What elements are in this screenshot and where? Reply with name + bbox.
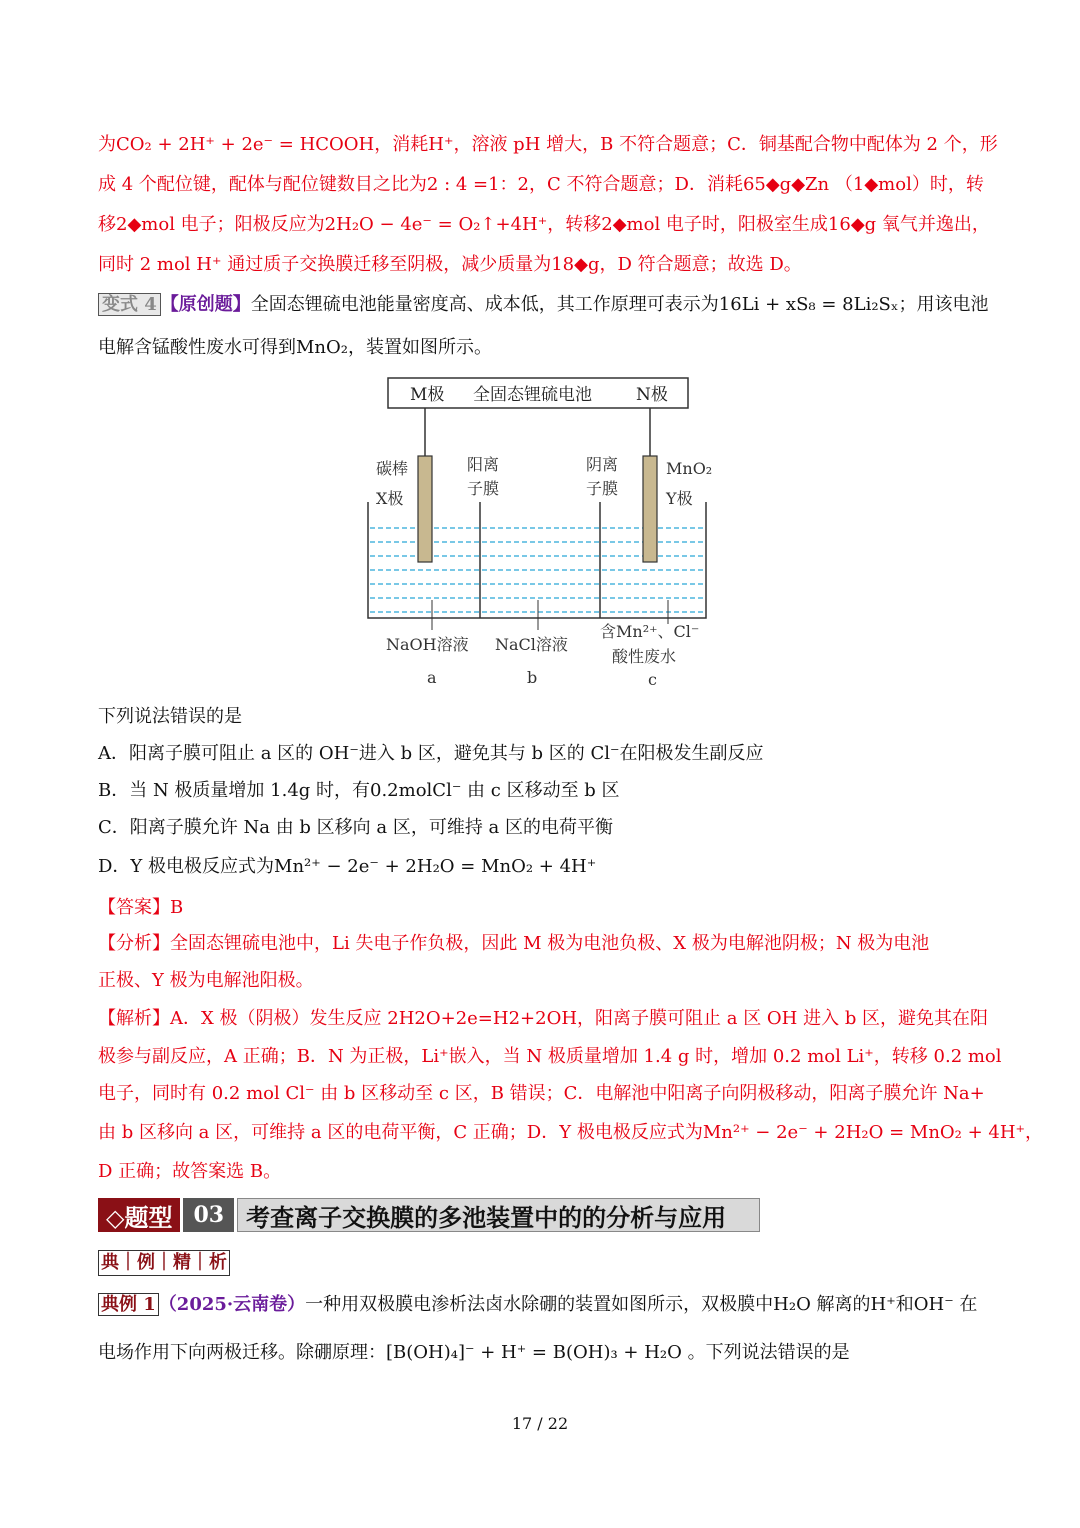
battery-m-label: M极: [410, 385, 445, 405]
example-source: （2025·云南卷）: [158, 1294, 306, 1315]
option-a: A．阳离子膜可阻止 a 区的 OH⁻进入 b 区，避免其与 b 区的 Cl⁻在阳极发生副反应: [98, 743, 764, 764]
explanation-line-4: 由 b 区移向 a 区，可维持 a 区的电荷平衡，C 正确；D．Y 极电极反应式为Mn²⁺ − 2e⁻ + 2H₂O = MnO₂ + 4H⁺，: [98, 1122, 1044, 1143]
solution-c-label-1: 含Mn²⁺、Cl⁻: [600, 622, 700, 641]
y-electrode-label-1: MnO₂: [666, 459, 713, 478]
section-header: [98, 1198, 760, 1232]
cation-membrane-label-2: 子膜: [467, 479, 500, 498]
x-electrode-label-1: 碳棒: [376, 459, 409, 478]
solution-c-label-2: 酸性废水: [612, 647, 677, 666]
analysis-line-2: 正极、Y 极为电解池阳极。: [98, 970, 314, 991]
page-number: 17 / 22: [511, 1414, 569, 1433]
battery-title: 全固态锂硫电池: [473, 385, 592, 405]
question-stem: 下列说法错误的是: [98, 706, 242, 727]
original-question-label: 【原创题】: [160, 294, 251, 315]
solution-line-3: 移2◆mol 电子；阳极反应为2H₂O − 4e⁻ = O₂↑+4H⁺，转移2◆mol 电子时，阳极室生成16◆g 氧气并逸出，: [98, 214, 990, 235]
x-electrode: [418, 456, 432, 562]
example-tag: 典例 1: [98, 1293, 159, 1316]
solution-line-4: 同时 2 mol H⁺ 通过质子交换膜迁移至阴极，减少质量为18◆g，D 符合题意；故选 D。: [98, 254, 802, 275]
electrolysis-diagram: [350, 372, 730, 696]
example-text-1: 一种用双极膜电渗析法卤水除硼的装置如图所示，双极膜中H₂O 解离的H⁺和OH⁻ 在: [305, 1294, 978, 1315]
y-electrode: [643, 456, 657, 562]
subheading: 典｜例｜精｜析: [98, 1250, 230, 1276]
cation-membrane-label-1: 阳离: [467, 455, 500, 474]
explanation-line-3: 电子，同时有 0.2 mol Cl⁻ 由 b 区移动至 c 区，B 错误；C．电解池中阳离子向阴极移动，阳离子膜允许 Na+: [98, 1083, 985, 1104]
explanation-line-1: 【解析】A．X 极（阴极）发生反应 2H2O+2e=H2+2OH，阳离子膜可阻止 a 区 OH 进入 b 区，避免其在阳: [98, 1008, 989, 1029]
option-b: B．当 N 极质量增加 1.4g 时，有0.2molCl⁻ 由 c 区移动至 b 区: [98, 780, 620, 801]
variant-line-2: 电解含锰酸性废水可得到MnO₂，装置如图所示。: [98, 337, 492, 358]
solution-line-1: 为CO₂ + 2H⁺ + 2e⁻ = HCOOH，消耗H⁺，溶液 pH 增大，B 不符合题意；C．铜基配合物中配体为 2 个，形: [98, 134, 998, 155]
anion-membrane-label-2: 子膜: [586, 479, 619, 498]
answer-line: 【答案】B: [98, 897, 184, 918]
section-number: 03: [183, 1198, 234, 1232]
section-title: 考查离子交换膜的多池装置中的的分析与应用: [237, 1198, 760, 1232]
x-electrode-label-2: X极: [376, 489, 404, 508]
region-a-label: a: [427, 668, 437, 687]
explanation-line-2: 极参与副反应，A 正确；B．N 为正极，Li⁺嵌入，当 N 极质量增加 1.4 g 时，增加 0.2 mol Li⁺，转移 0.2 mol: [98, 1046, 1002, 1067]
option-c: C．阳离子膜允许 Na 由 b 区移向 a 区，可维持 a 区的电荷平衡: [98, 817, 614, 838]
region-b-label: b: [527, 668, 538, 687]
analysis-line-1: 【分析】全固态锂硫电池中，Li 失电子作负极，因此 M 极为电池负极、X 极为电解池阴极；N 极为电池: [98, 933, 930, 954]
variant-line-1: [98, 293, 988, 317]
solution-line-2: 成 4 个配位键，配体与配位键数目之比为2 : 4 =1：2，C 不符合题意；D．消耗65◆g◆Zn （1◆mol）时，转: [98, 174, 984, 195]
section-type-label: ◇题型: [98, 1198, 180, 1232]
example-line-2: 电场作用下向两极迁移。除硼原理：[B(OH)₄]⁻ + H⁺ = B(OH)₃ + H₂O 。下列说法错误的是: [98, 1342, 850, 1363]
variant-tag: 变式 4: [98, 293, 161, 316]
example-line-1: [98, 1293, 988, 1317]
solution-a-label: NaOH溶液: [386, 635, 469, 654]
anion-membrane-label-1: 阴离: [586, 455, 619, 474]
solution-b-label: NaCl溶液: [495, 635, 568, 654]
option-d: D．Y 极电极反应式为Mn²⁺ − 2e⁻ + 2H₂O = MnO₂ + 4H⁺: [98, 856, 597, 877]
variant-text-1: 全固态锂硫电池能量密度高、成本低，其工作原理可表示为16Li + xS₈ = 8Li₂Sₓ；用该电池: [250, 294, 989, 315]
region-c-label: c: [648, 670, 657, 689]
explanation-line-5: D 正确；故答案选 B。: [98, 1161, 282, 1182]
y-electrode-label-2: Y极: [666, 489, 693, 508]
battery-n-label: N极: [636, 385, 668, 405]
